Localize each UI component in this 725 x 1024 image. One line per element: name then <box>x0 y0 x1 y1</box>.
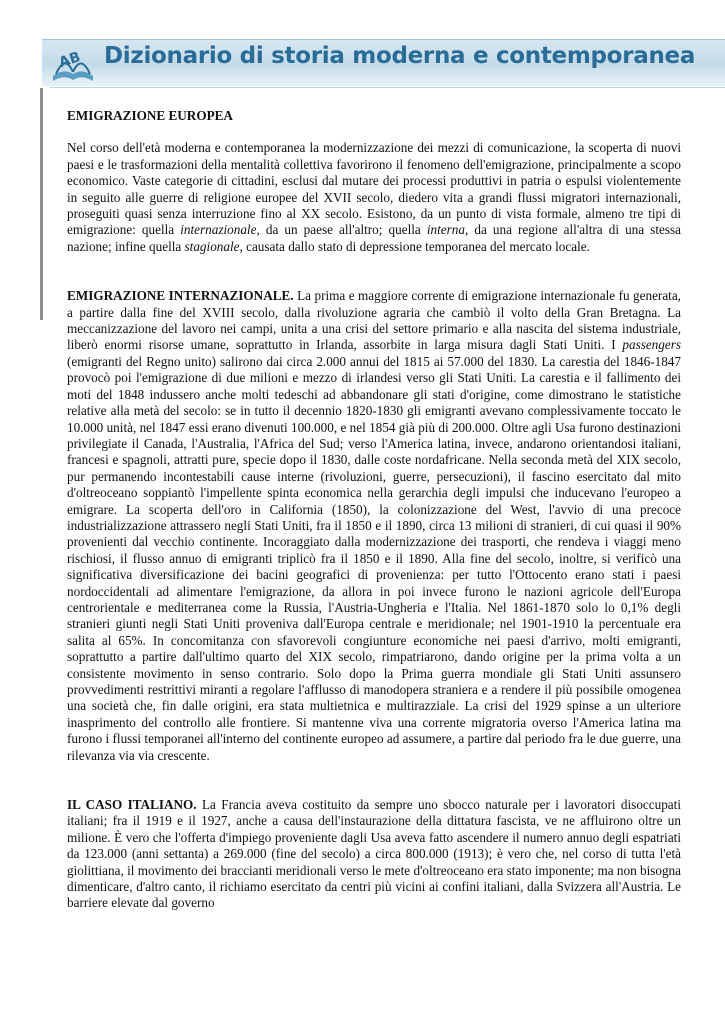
logo-text: AB <box>57 49 83 72</box>
section-heading: EMIGRAZIONE EUROPEA <box>67 108 233 123</box>
section-emigrazione-europea <box>67 108 681 255</box>
dictionary-title: Dizionario di storia moderna e contemporanea <box>104 43 696 69</box>
book-logo-icon <box>50 46 96 84</box>
section-heading: EMIGRAZIONE INTERNAZIONALE. <box>67 288 294 304</box>
page-header <box>0 0 725 100</box>
section-caso-italiano <box>67 797 681 912</box>
header-bottom-rule <box>50 87 725 88</box>
article-body <box>67 108 681 912</box>
section-emigrazione-internazionale <box>67 288 681 764</box>
section-paragraph: EMIGRAZIONE INTERNAZIONALE. La prima e maggiore corrente di emigrazione internazionale fu generata, a partire dalla fine del XVIII secolo, dalla rivoluzione agraria che cambiò il volto della Gran Bretagna. La meccanizzazione del lavoro nei campi, unita a una crisi del settore primario e alla nascita del sistema industriale, liberò enormi risorse umane, soprattutto in Irlanda, assorbite in larga misura dagli Stati Uniti. I passengers (emigranti del Regno unito) salirono dai circa 2.000 annui del 1815 ai 57.000 del 1830. La carestia del 1846-1847 provocò poi l'emigrazione di due milioni e mezzo di irlandesi verso gli Stati Uniti. La carestia e il fallimento dei moti del 1848 indussero anche molti tedeschi ad abbandonare gli stati d'origine, come dimostrano le statistiche relative alla metà del secolo: se in tutto il decennio 1820-1830 gli emigranti avevano complessivamente toccato le 10.000 unità, nel 1847 essi erano divenuti 100.000, e nel 1854 già più di 200.000. Oltre agli Usa furono destinazioni privilegiate il Canada, l'Australia, l'Africa del Sud; verso l'America latina, invece, andarono orientandosi italiani, francesi e spagnoli, attratti pure, specie dopo il 1830, dalle coste nordafricane. Nella seconda metà del XIX secolo, pur permanendo incontestabili cause interne (rivoluzioni, guerre, persecuzioni), il fascino esercitato dal mito d'oltreoceano soppiantò l'impellente spinta economica nella gerarchia degli impulsi che inducevano l'europeo a emigrare. La scoperta dell'oro in California (1850), la colonizzazione del West, l'avvio di una precoce industrializzazione attrassero negli Stati Uniti, fra il 1850 e il 1890, circa 13 milioni di stranieri, di cui quasi il 90% provenienti dal vecchio continente. Incoraggiato dalla modernizzazione dei trasporti, che rendeva i viaggi meno rischiosi, il flusso annuo di emigranti triplicò fra il 1850 e il 1890. Alla fine del secolo, inoltre, si verificò una significativa diversificazione dei bacini geografici di provenienza: per tutto l'Ottocento erano stati i paesi nordoccidentali ad alimentare l'emigrazione, da allora in poi invece furono le nazioni agricole dell'Europa centrorientale e mediterranea come la Russia, l'Austria-Ungheria e l'Italia. Nel 1861-1870 solo lo 0,1% degli stranieri giunti negli Stati Uniti proveniva dall'Europa centrale e meridionale; nel 1901-1910 la percentuale era salita al 65%. In concomitanza con sfavorevoli congiunture economiche nei paesi d'arrivo, molti emigranti, soprattutto a partire dall'ultimo quarto del XIX secolo, rimpatriarono, dando origine per la prima volta a un consistente movimento in senso contrario. Solo dopo la Prima guerra mondiale gli Stati Uniti assunsero provvedimenti restrittivi miranti a regolare l'afflusso di manodopera straniera e a rendere il più possibile omogenea una società che, fin dalle origini, era stata multietnica e multirazziale. La crisi del 1929 spinse a un ulteriore inasprimento del controllo alle frontiere. Si mantenne viva una corrente migratoria overso l'America latina ma furono i flussi temporanei all'interno del continente europeo ad assumere, a partire dal periodo fra le due guerre, una rilevanza via via crescente. <box>67 288 681 763</box>
section-heading: IL CASO ITALIANO. <box>67 797 197 813</box>
section-paragraph: Nel corso dell'età moderna e contemporanea la modernizzazione dei mezzi di comunicazione, la scoperta di nuovi paesi e le trasformazioni della mentalità collettiva favorirono il fenomeno dell'emigrazione, principalmente a scopo economico. Vaste categorie di cittadini, esclusi dal mutare dei processi produttivi in patria o espulsi violentemente in seguito alle guerre di religione europee del XVII secolo, diedero vita a grandi flussi migratori internazionali, proseguiti quasi senza interruzione fino al XX secolo. Esistono, da un punto di vista formale, almeno tre tipi di emigrazione: quella internazionale, da un paese all'altro; quella interna, da una regione all'altra di una stessa nazione; infine quella stagionale, causata dallo stato di depressione temporanea del mercato locale. <box>67 140 681 254</box>
margin-bar <box>40 88 43 320</box>
section-paragraph: IL CASO ITALIANO. La Francia aveva costituito da sempre uno sbocco naturale per i lavoratori disoccupati italiani; fra il 1919 e il 1927, anche a causa dell'instaurazione della dittatura fascista, ve ne affluirono oltre un milione. È vero che l'offerta d'impiego proveniente dagli Usa aveva fatto ascendere il numero annuo degli espatriati da 123.000 (anni settanta) a 269.000 (fine del secolo) a circa 800.000 (1913); è vero che, nel corso di tutta l'età giolittiana, il movimento dei braccianti meridionali verso le mete d'oltreoceano era stato imponente; ma non bisogna dimenticare, d'altro canto, il richiamo esercitato da centri più vicini ai confini italiani, dalla Svizzera all'Austria. Le barriere elevate dal governo <box>67 797 681 911</box>
